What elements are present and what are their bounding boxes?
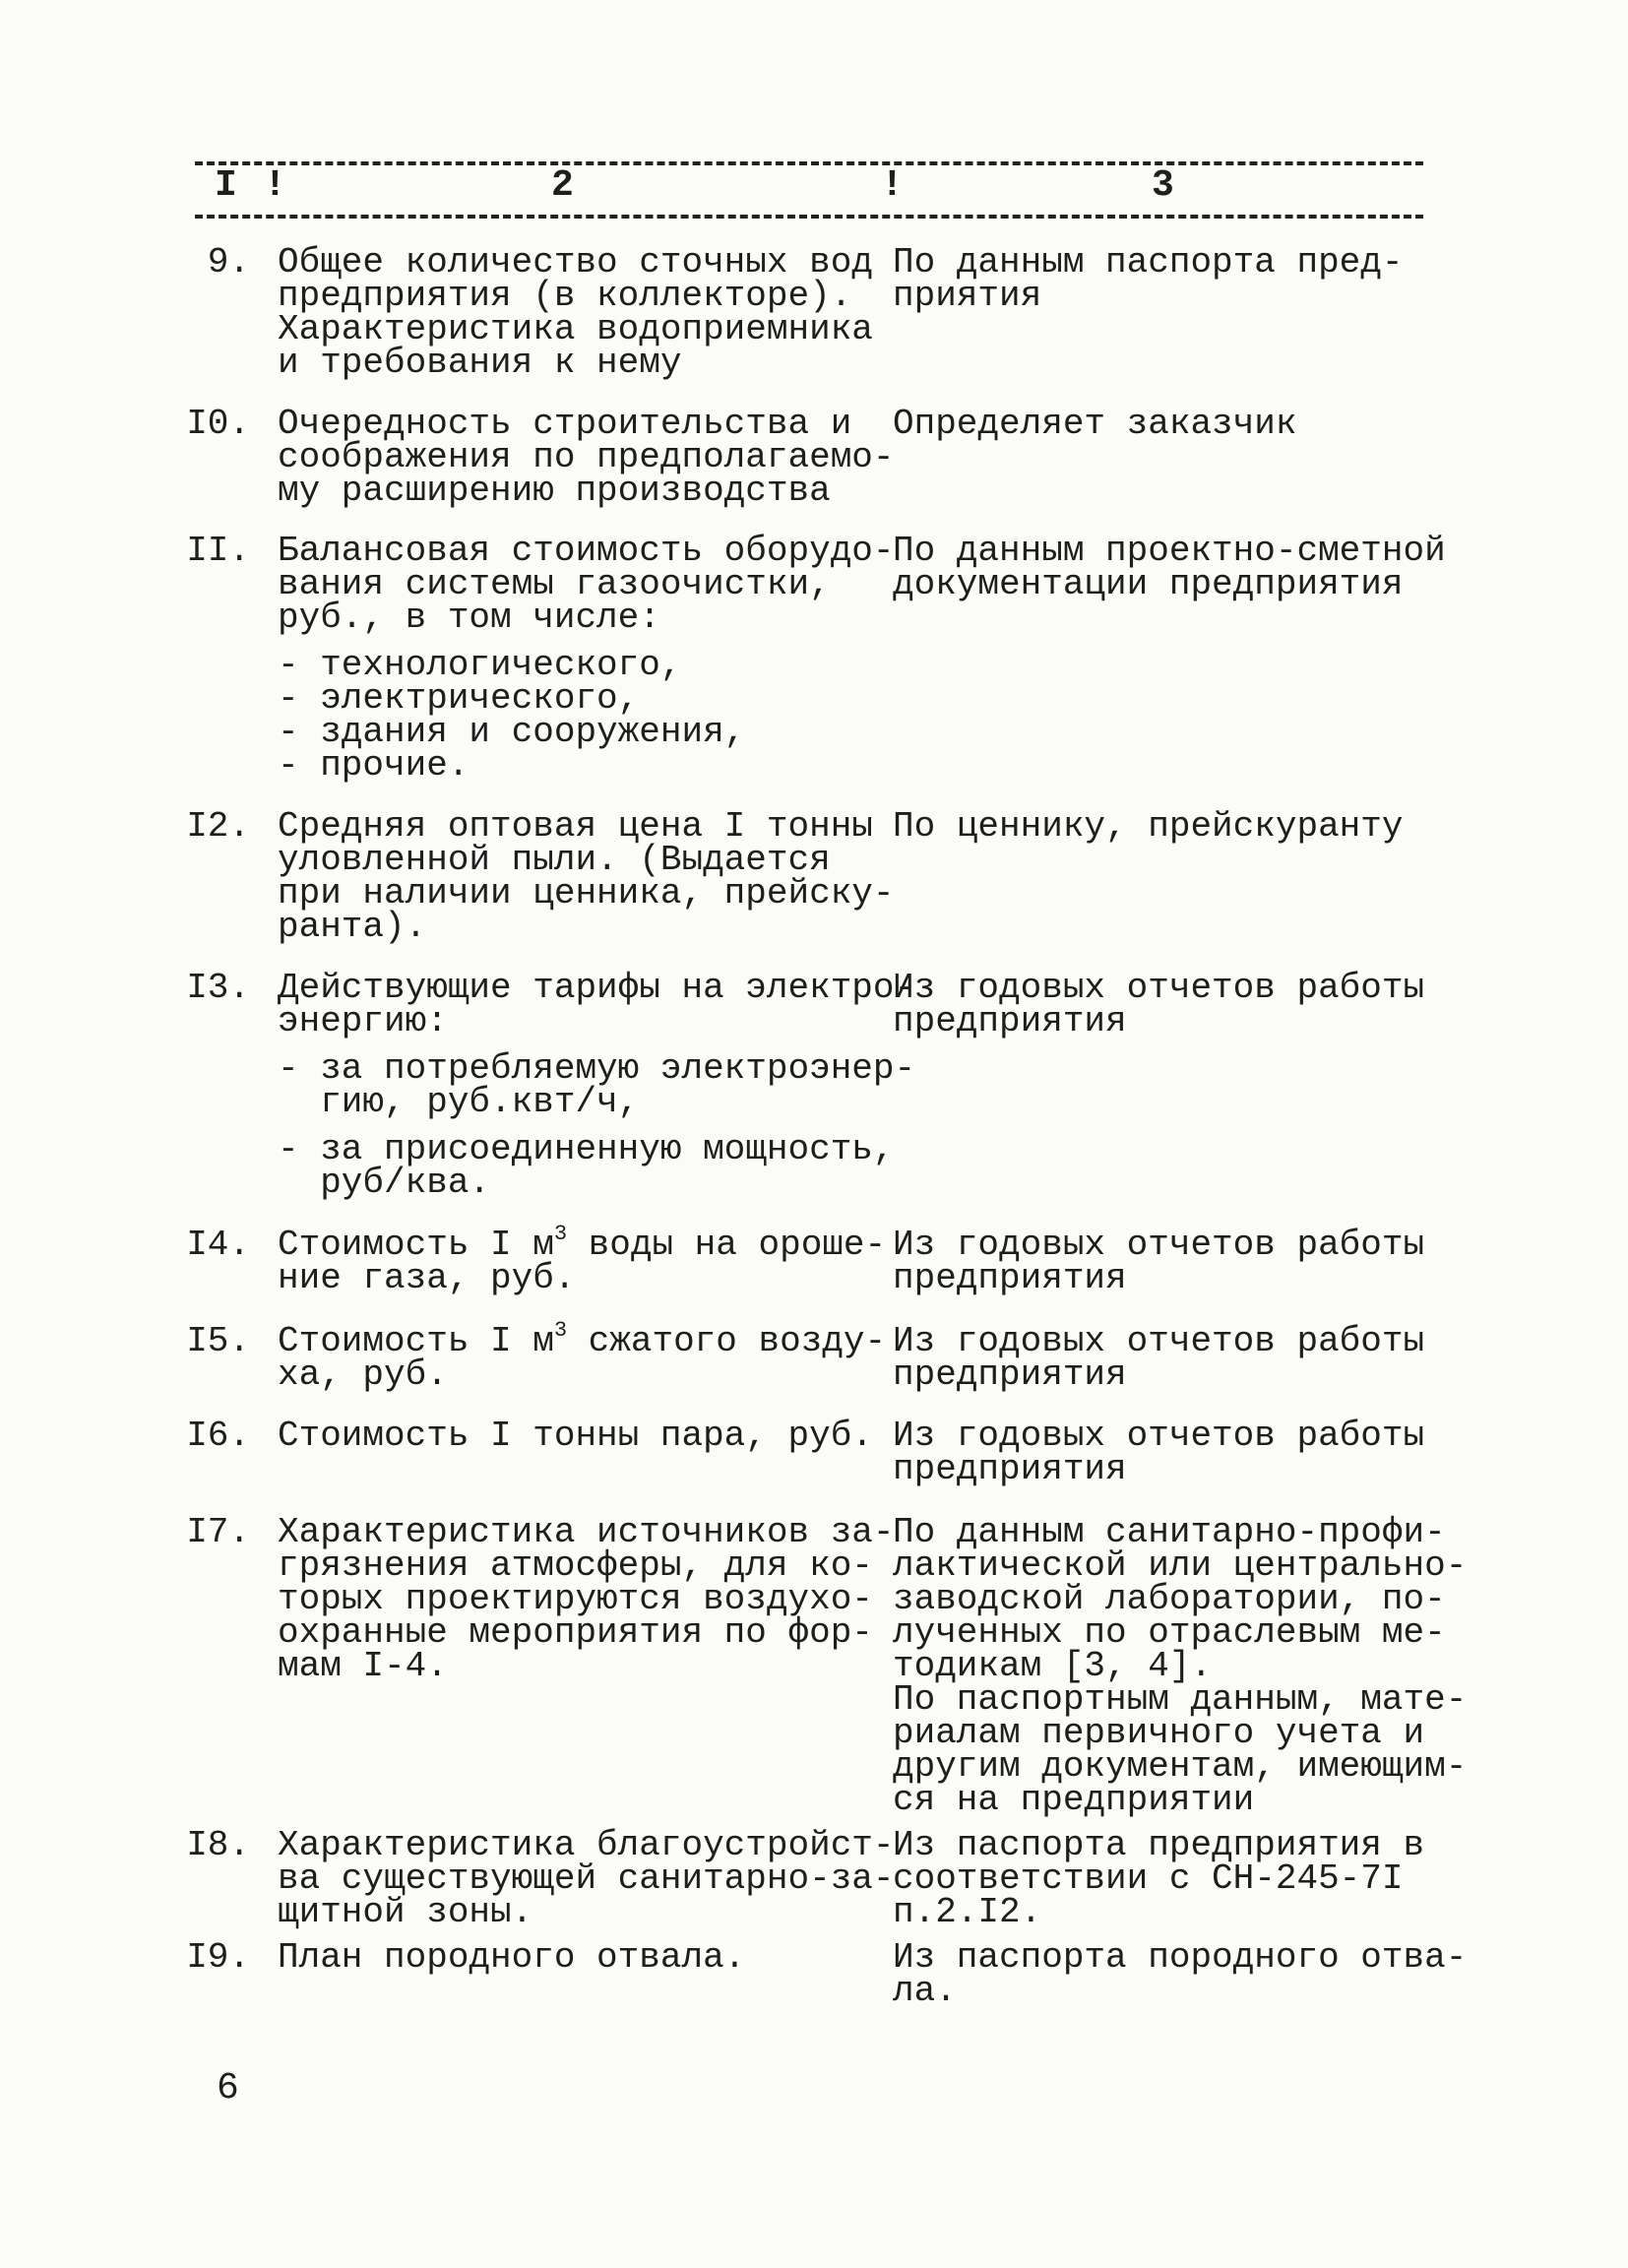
row-number: II. [186,531,250,571]
desc-line: щитной зоны. [278,1892,533,1932]
row-description [278,806,895,947]
desc-line: руб., в том числе: [278,598,660,638]
row-number: I3. [186,968,250,1008]
row-description [278,1512,895,1686]
header-sep1: ! [264,164,286,207]
row-number: I8. [186,1825,250,1865]
row-number: I5. [186,1321,250,1361]
row-description [278,531,895,786]
row-description [278,1825,895,1932]
desc-line: Характеристика благоустройст- [278,1825,895,1865]
row-number: I0. [186,404,250,444]
row-number: I9. [186,1937,250,1978]
row-description [278,1318,888,1395]
header-sep2: ! [881,164,904,207]
sub-item: - прочие. [278,745,470,786]
source-line: риалам первичного учета и [893,1713,1425,1753]
desc-line: предприятия (в коллекторе). [278,276,852,316]
source-line: соответствии с СН-245-7I [893,1858,1404,1899]
desc-line: Характеристика источников за- [278,1512,895,1552]
source-line: ла. [893,1971,957,2011]
sub-item: - электрического, [278,678,640,719]
row-source [893,1225,1444,1298]
row-number: 9. [207,242,250,283]
sub-item: - технологического, [278,645,682,685]
header-col3: 3 [1152,164,1174,207]
desc-line: Стоимость I $м^3$ сжатого возду- [278,1318,887,1361]
row-description [278,242,888,383]
source-line: п.2.I2. [893,1892,1042,1932]
desc-line: ха, руб. [278,1354,448,1395]
source-line: По ценнику, прейскуранту [893,806,1404,847]
header-top-rule [195,161,1423,165]
row-source [893,404,1444,444]
desc-line: Стоимость I $м^3$ воды на ороше- [278,1222,887,1265]
source-line: другим документам, имеющим- [893,1746,1468,1787]
header-col1: I [215,164,237,207]
row-description [278,1222,888,1298]
row-source [893,1825,1444,1932]
row-source [893,531,1446,604]
row-source [893,242,1444,316]
source-line: Из годовых отчетов работы [893,1321,1425,1361]
desc-line: вания системы газоочистки, [278,564,831,604]
sub-item: руб/ква. [278,1163,491,1203]
source-line: По данным санитарно-профи- [893,1512,1446,1552]
sub-item: гию, руб.квт/ч, [278,1082,640,1122]
row-source [893,1321,1444,1395]
row-number: I7. [186,1512,250,1552]
desc-line: Стоимость I тонны пара, руб. [278,1416,873,1456]
source-line: предприятия [893,1001,1127,1041]
sub-item: - за потребляемую электроэнер- [278,1048,916,1089]
source-line: предприятия [893,1449,1127,1489]
source-line: Из годовых отчетов работы [893,1416,1425,1456]
header-col2: 2 [551,164,574,207]
source-line: тодикам [3, 4]. [893,1646,1213,1686]
header-bottom-rule [195,215,1423,219]
desc-line: энергию: [278,1001,448,1041]
desc-line: при наличии ценника, прейску- [278,873,895,914]
row-description [278,404,895,511]
desc-line: му расширению производства [278,471,831,511]
desc-line: охранные мероприятия по фор- [278,1612,873,1653]
row-description [278,968,916,1203]
source-line: Из годовых отчетов работы [893,968,1425,1008]
desc-line: и требования к нему [278,343,682,383]
desc-line: соображения по предполагаемо- [278,437,895,477]
source-line: Из паспорта предприятия в [893,1825,1425,1865]
source-line: Определяет заказчик [893,404,1297,444]
desc-line: ние газа, руб. [278,1258,576,1298]
source-line: По паспортным данным, мате- [893,1679,1468,1720]
desc-line: грязнения атмосферы, для ко- [278,1545,873,1586]
superscript-3: 3 [553,1318,568,1343]
desc-line: План породного отвала. [278,1937,746,1978]
source-line: предприятия [893,1258,1127,1298]
desc-line: Очередность строительства и [278,404,852,444]
source-line: заводской лаборатории, по- [893,1579,1446,1619]
desc-line: ва существующей санитарно-за- [278,1858,895,1899]
desc-line: Характеристика водоприемника [278,309,873,349]
desc-line: торых проектируются воздухо- [278,1579,873,1619]
row-number: I6. [186,1416,250,1456]
source-line: приятия [893,276,1042,316]
row-source [893,1512,1468,1820]
desc-line: ранта). [278,907,427,947]
desc-line: уловленной пыли. (Выдается [278,840,831,880]
row-description [278,1937,888,1978]
desc-line: Общее количество сточных вод [278,242,873,283]
row-number: I2. [186,806,250,847]
source-line: предприятия [893,1354,1127,1395]
row-source [893,1416,1444,1489]
page-number: 6 [217,2067,239,2110]
row-source [893,968,1444,1041]
source-line: По данным проектно-сметной [893,531,1446,571]
row-description [278,1416,888,1456]
desc-line: мам I-4. [278,1646,448,1686]
desc-line: Действующие тарифы на электро- [278,968,916,1008]
source-line: лученных по отраслевым ме- [893,1612,1446,1653]
source-line: Из паспорта породного отва- [893,1937,1468,1978]
source-line: По данным паспорта пред- [893,242,1404,283]
desc-line: Балансовая стоимость оборудо- [278,531,895,571]
sub-item: - здания и сооружения, [278,712,746,752]
superscript-3: 3 [553,1222,568,1246]
source-line: лактической или центрально- [893,1545,1468,1586]
row-source [893,1937,1468,2011]
desc-line: Средняя оптовая цена I тонны [278,806,873,847]
source-line: документации предприятия [893,564,1404,604]
sub-item: - за присоединенную мощность, [278,1129,895,1169]
row-number: I4. [186,1225,250,1265]
row-source [893,806,1444,847]
source-line: Из годовых отчетов работы [893,1225,1425,1265]
source-line: ся на предприятии [893,1780,1255,1820]
